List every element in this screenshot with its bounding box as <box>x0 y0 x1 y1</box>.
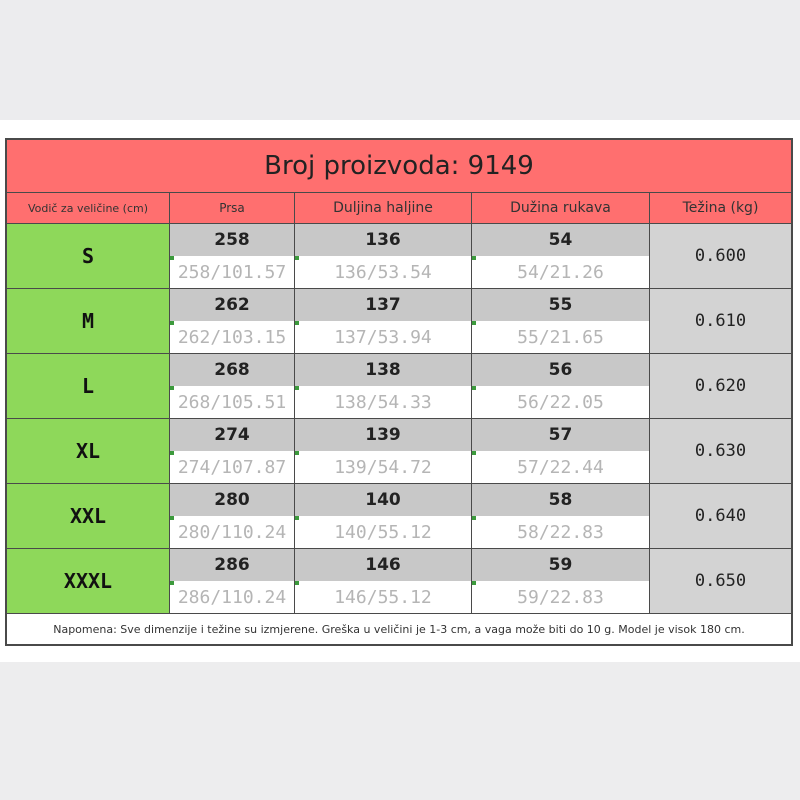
cell-corner-mark <box>170 256 174 260</box>
sleeve-cm-value: 58 <box>472 484 650 516</box>
chest-cm-inch-value: 262/103.15 <box>170 321 295 354</box>
chest-cm-inch-value: 258/101.57 <box>170 256 295 289</box>
chest-cm-value: 280 <box>170 484 295 516</box>
length-cm-value: 139 <box>295 419 472 451</box>
sleeve-cm-inch-value: 59/22.83 <box>472 581 650 614</box>
header-dress-length: Duljina haljine <box>295 193 472 224</box>
sleeve-cm-inch-value: 54/21.26 <box>472 256 650 289</box>
length-cm-inch-value: 136/53.54 <box>295 256 472 289</box>
length-cm-value: 137 <box>295 289 472 321</box>
cell-corner-mark <box>170 386 174 390</box>
length-cm-value: 146 <box>295 549 472 581</box>
cell-corner-mark <box>170 321 174 325</box>
cell-corner-mark <box>295 516 299 520</box>
product-number-title: Broj proizvoda: 9149 <box>7 140 791 193</box>
length-cm-value: 140 <box>295 484 472 516</box>
cell-corner-mark <box>295 386 299 390</box>
cell-corner-mark <box>295 321 299 325</box>
chest-cm-inch-value: 286/110.24 <box>170 581 295 614</box>
weight-value: 0.620 <box>650 354 791 419</box>
sleeve-cm-value: 57 <box>472 419 650 451</box>
size-label: L <box>7 354 170 419</box>
sleeve-cm-value: 55 <box>472 289 650 321</box>
chest-cm-value: 274 <box>170 419 295 451</box>
sleeve-cm-inch-value: 55/21.65 <box>472 321 650 354</box>
length-cm-inch-value: 139/54.72 <box>295 451 472 484</box>
sleeve-cm-value: 54 <box>472 224 650 256</box>
weight-value: 0.630 <box>650 419 791 484</box>
cell-corner-mark <box>170 451 174 455</box>
cell-corner-mark <box>472 386 476 390</box>
cell-corner-mark <box>472 321 476 325</box>
size-chart-table <box>5 138 793 646</box>
chest-cm-value: 262 <box>170 289 295 321</box>
length-cm-inch-value: 140/55.12 <box>295 516 472 549</box>
cell-corner-mark <box>295 581 299 585</box>
bottom-background <box>0 662 800 800</box>
cell-corner-mark <box>170 581 174 585</box>
sleeve-cm-inch-value: 56/22.05 <box>472 386 650 419</box>
sleeve-cm-inch-value: 57/22.44 <box>472 451 650 484</box>
sleeve-cm-value: 59 <box>472 549 650 581</box>
size-label: XXL <box>7 484 170 549</box>
sleeve-cm-inch-value: 58/22.83 <box>472 516 650 549</box>
length-cm-value: 136 <box>295 224 472 256</box>
chest-cm-value: 268 <box>170 354 295 386</box>
size-label: M <box>7 289 170 354</box>
length-cm-value: 138 <box>295 354 472 386</box>
size-label: S <box>7 224 170 289</box>
chest-cm-value: 258 <box>170 224 295 256</box>
weight-value: 0.650 <box>650 549 791 614</box>
cell-corner-mark <box>295 256 299 260</box>
cell-corner-mark <box>472 516 476 520</box>
chest-cm-inch-value: 268/105.51 <box>170 386 295 419</box>
top-background <box>0 0 800 120</box>
cell-corner-mark <box>472 581 476 585</box>
header-sleeve-length: Dužina rukava <box>472 193 650 224</box>
length-cm-inch-value: 137/53.94 <box>295 321 472 354</box>
measurement-note: Napomena: Sve dimenzije i težine su izmjerene. Greška u veličini je 1-3 cm, a vaga može biti do 10 g. Model je visok 180 cm. <box>7 615 791 644</box>
sleeve-cm-value: 56 <box>472 354 650 386</box>
length-cm-inch-value: 138/54.33 <box>295 386 472 419</box>
header-chest: Prsa <box>170 193 295 224</box>
cell-corner-mark <box>472 451 476 455</box>
header-size-guide: Vodič za veličine (cm) <box>7 193 170 224</box>
size-label: XXXL <box>7 549 170 614</box>
weight-value: 0.600 <box>650 224 791 289</box>
cell-corner-mark <box>472 256 476 260</box>
chest-cm-inch-value: 274/107.87 <box>170 451 295 484</box>
size-label: XL <box>7 419 170 484</box>
header-weight: Težina (kg) <box>650 193 791 224</box>
cell-corner-mark <box>295 451 299 455</box>
chest-cm-inch-value: 280/110.24 <box>170 516 295 549</box>
weight-value: 0.640 <box>650 484 791 549</box>
cell-corner-mark <box>170 516 174 520</box>
weight-value: 0.610 <box>650 289 791 354</box>
length-cm-inch-value: 146/55.12 <box>295 581 472 614</box>
chest-cm-value: 286 <box>170 549 295 581</box>
